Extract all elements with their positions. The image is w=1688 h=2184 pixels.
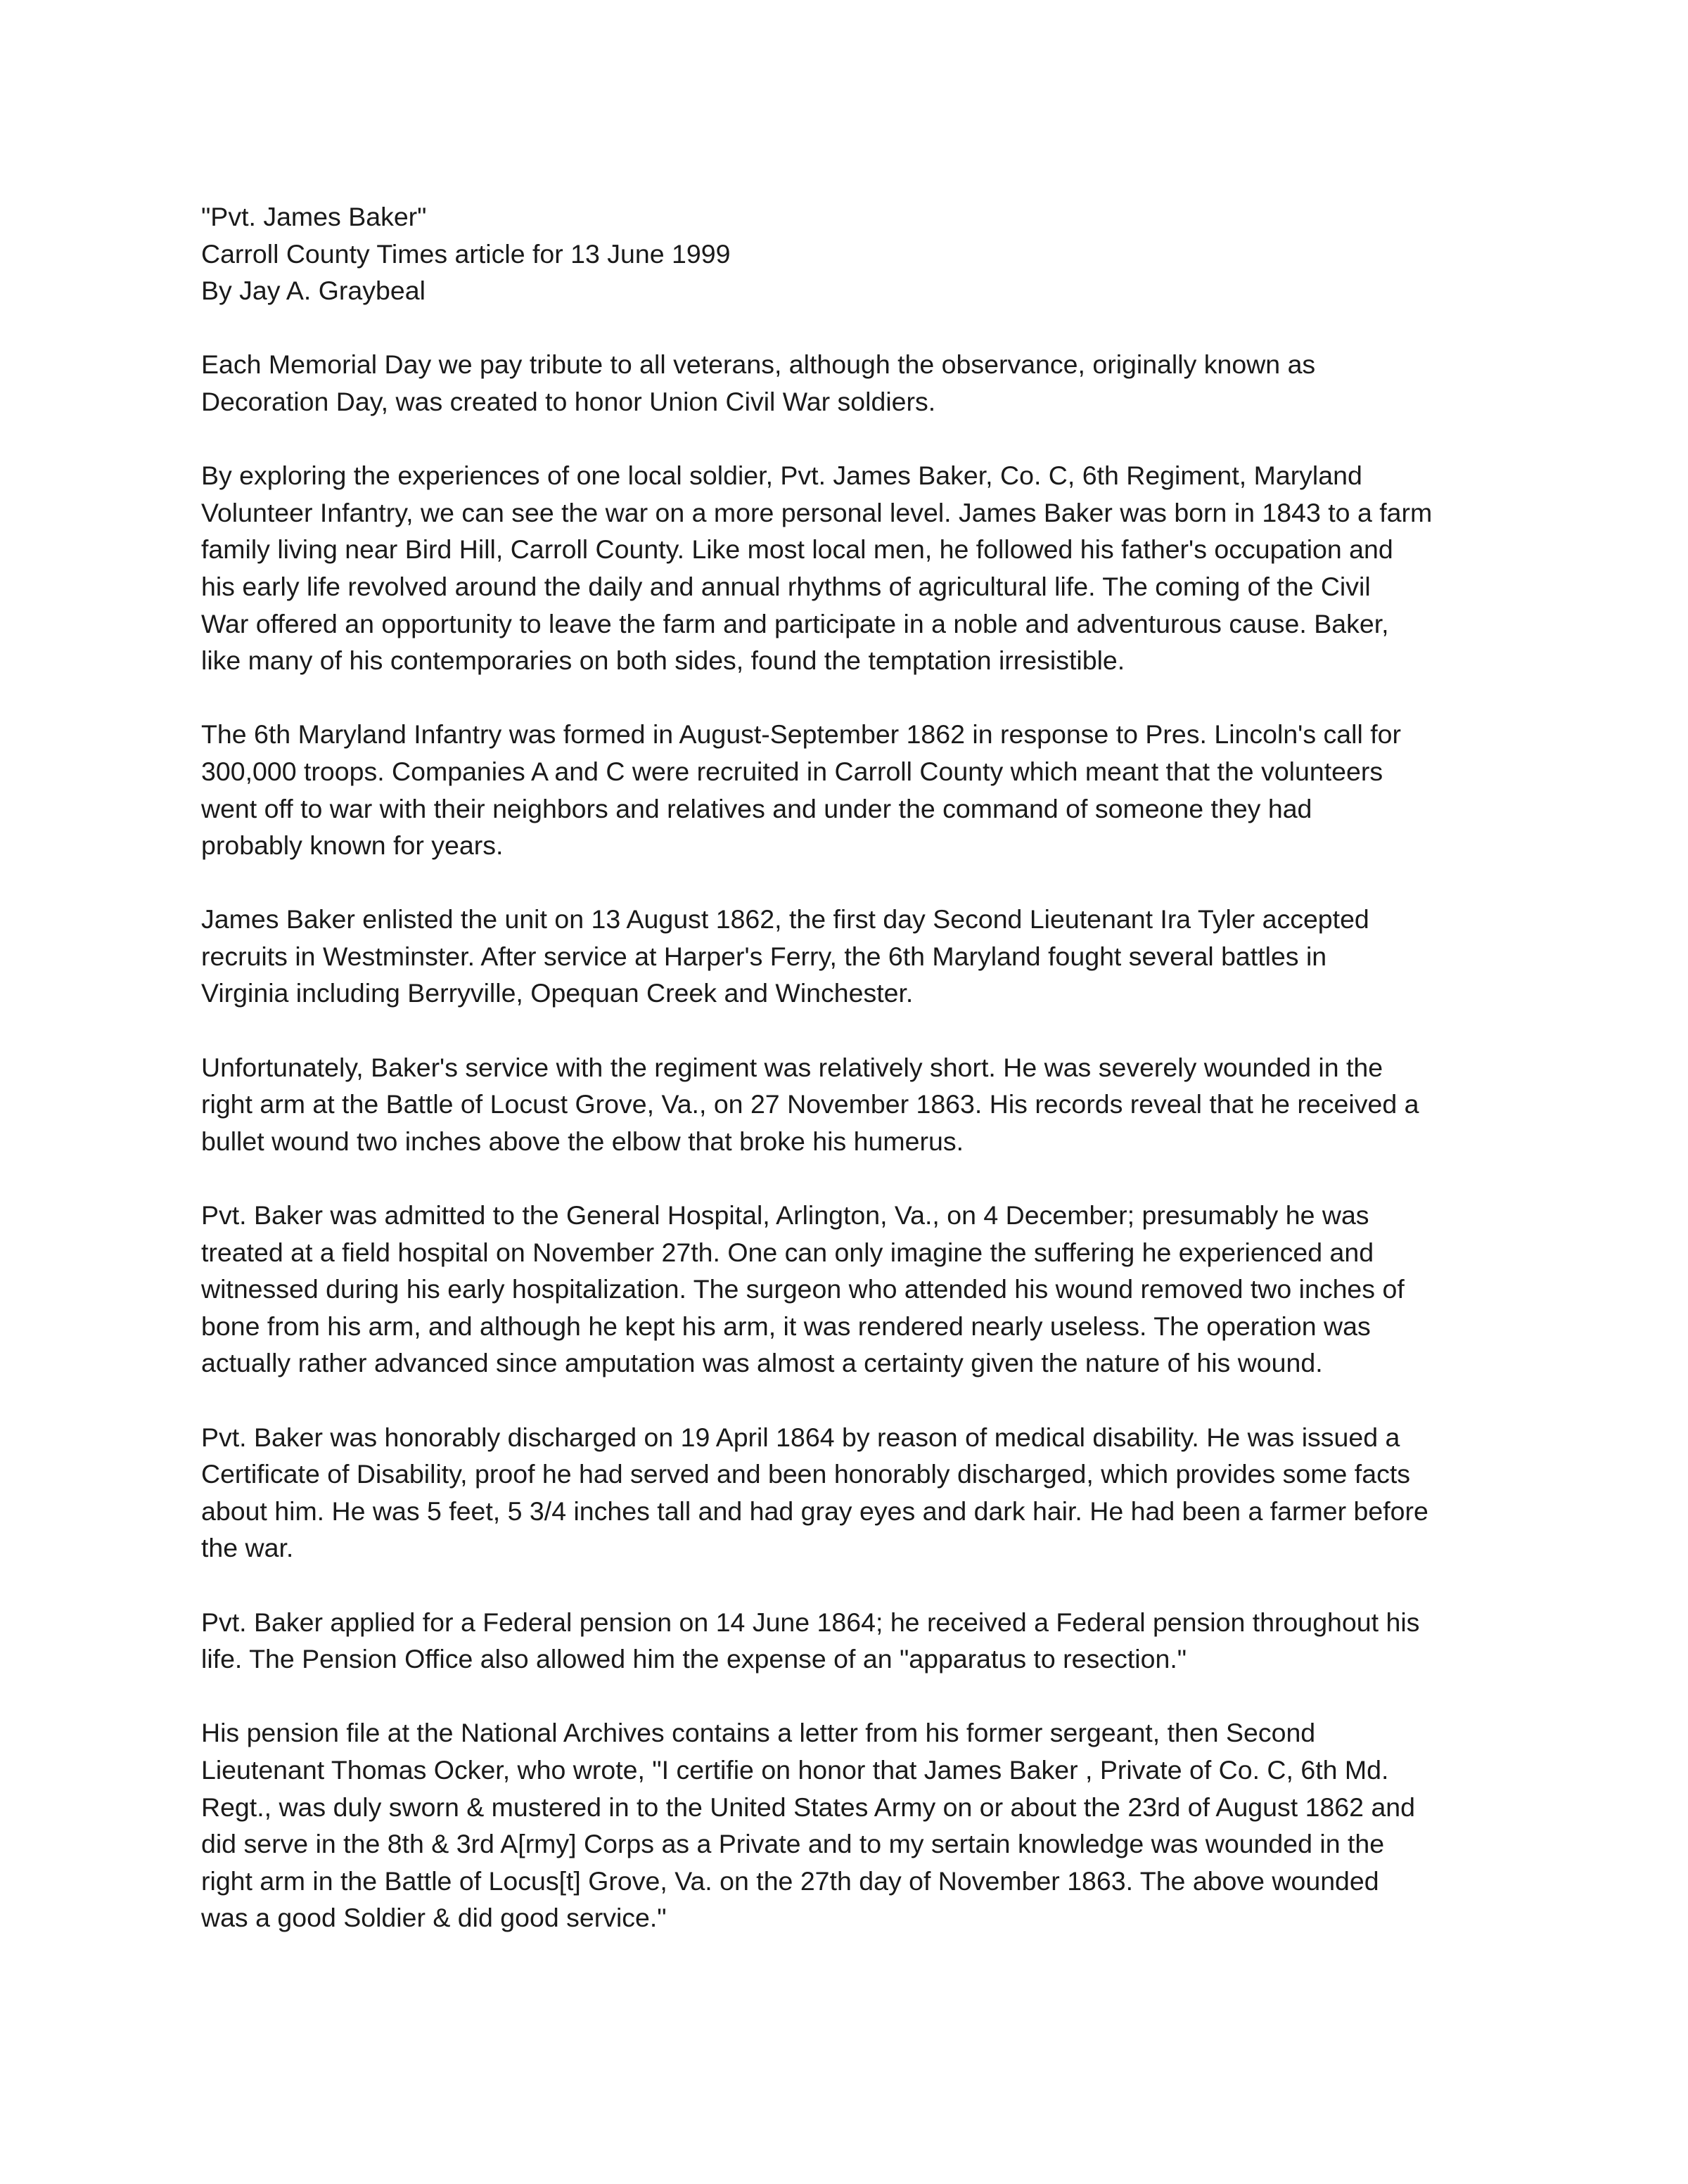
paragraph-line: Volunteer Infantry, we can see the war on a more personal level. James Baker was born in 1843 to a farm	[201, 497, 1433, 527]
paragraph-line: Pvt. Baker was honorably discharged on 19 April 1864 by reason of medical disability. He was issued a	[201, 1422, 1400, 1452]
paragraph-line: recruits in Westminster. After service at Harper's Ferry, the 6th Maryland fought several battles in	[201, 941, 1327, 971]
paragraph-line: about him. He was 5 feet, 5 3/4 inches tall and had gray eyes and dark hair. He had been a farmer before	[201, 1496, 1428, 1526]
paragraph-line: James Baker enlisted the unit on 13 August 1862, the first day Second Lieutenant Ira Tyler accepted	[201, 904, 1369, 934]
publication-line: Carroll County Times article for 13 June 1999	[201, 238, 731, 269]
paragraph-line: Pvt. Baker applied for a Federal pension on 14 June 1864; he received a Federal pension throughout his	[201, 1607, 1420, 1637]
paragraph-line: family living near Bird Hill, Carroll County. Like most local men, he followed his father's occupation and	[201, 534, 1393, 565]
paragraph-line: right arm in the Battle of Locus[t] Grove, Va. on the 27th day of November 1863. The above wounded	[201, 1865, 1379, 1896]
paragraph-line: like many of his contemporaries on both sides, found the temptation irresistible.	[201, 645, 1125, 676]
paragraph-line: 300,000 troops. Companies A and C were recruited in Carroll County which meant that the volunteers	[201, 756, 1383, 786]
article-header	[201, 198, 1516, 309]
paragraph-line: The 6th Maryland Infantry was formed in August-September 1862 in response to Pres. Lincoln's call for	[201, 719, 1401, 750]
paragraph-line: the war.	[201, 1533, 294, 1563]
paragraph-line: Decoration Day, was created to honor Union Civil War soldiers.	[201, 386, 936, 416]
paragraph	[201, 1419, 1516, 1567]
paragraph-line: did serve in the 8th & 3rd A[rmy] Corps as a Private and to my sertain knowledge was wounded in the	[201, 1829, 1385, 1859]
paragraph-line: War offered an opportunity to leave the farm and participate in a noble and adventurous cause. Baker,	[201, 608, 1389, 638]
article-title: "Pvt. James Baker"	[201, 202, 427, 231]
paragraph-line: His pension file at the National Archives contains a letter from his former sergeant, then Second	[201, 1718, 1316, 1748]
paragraph	[201, 1604, 1516, 1678]
paragraph	[201, 901, 1516, 1012]
document-page	[201, 198, 1516, 1936]
paragraph-line: bone from his arm, and although he kept his arm, it was rendered nearly useless. The operation was	[201, 1311, 1371, 1341]
paragraph-line: probably known for years.	[201, 830, 504, 861]
paragraph	[201, 1197, 1516, 1382]
paragraph-line: Pvt. Baker was admitted to the General Hospital, Arlington, Va., on 4 December; presumably he was	[201, 1200, 1369, 1231]
paragraph-line: By exploring the experiences of one local soldier, Pvt. James Baker, Co. C, 6th Regiment, Maryland	[201, 461, 1362, 491]
paragraph-line: Lieutenant Thomas Ocker, who wrote, "I certifie on honor that James Baker , Private of Co. C, 6th Md.	[201, 1754, 1389, 1785]
paragraph-line: was a good Soldier & did good service."	[201, 1903, 667, 1933]
paragraph	[201, 1714, 1516, 1936]
paragraph-line: Each Memorial Day we pay tribute to all veterans, although the observance, originally known as	[201, 349, 1316, 380]
paragraph-line: actually rather advanced since amputation was almost a certainty given the nature of his wound.	[201, 1348, 1323, 1378]
paragraph-line: treated at a field hospital on November 27th. One can only imagine the suffering he experienced and	[201, 1237, 1374, 1267]
paragraph	[201, 1049, 1516, 1160]
paragraph	[201, 346, 1516, 420]
paragraph-line: his early life revolved around the daily and annual rhythms of agricultural life. The coming of the Civil	[201, 571, 1371, 601]
paragraph-line: Unfortunately, Baker's service with the regiment was relatively short. He was severely wounded in the	[201, 1052, 1383, 1082]
paragraph-line: went off to war with their neighbors and relatives and under the command of someone they had	[201, 793, 1312, 823]
paragraph	[201, 716, 1516, 863]
paragraph-line: Certificate of Disability, proof he had served and been honorably discharged, which provides some facts	[201, 1459, 1410, 1489]
paragraph-line: life. The Pension Office also allowed him the expense of an "apparatus to resection."	[201, 1644, 1187, 1674]
paragraph	[201, 457, 1516, 679]
article-body	[201, 346, 1516, 1936]
paragraph-line: right arm at the Battle of Locust Grove, Va., on 27 November 1863. His records reveal that he received a	[201, 1089, 1419, 1119]
paragraph-line: Regt., was duly sworn & mustered in to the United States Army on or about the 23rd of August 1862 and	[201, 1792, 1416, 1822]
paragraph-line: Virginia including Berryville, Opequan Creek and Winchester.	[201, 978, 914, 1008]
paragraph-line: witnessed during his early hospitalization. The surgeon who attended his wound removed two inches of	[201, 1274, 1405, 1304]
paragraph-line: bullet wound two inches above the elbow that broke his humerus.	[201, 1126, 964, 1156]
byline: By Jay A. Graybeal	[201, 276, 426, 306]
